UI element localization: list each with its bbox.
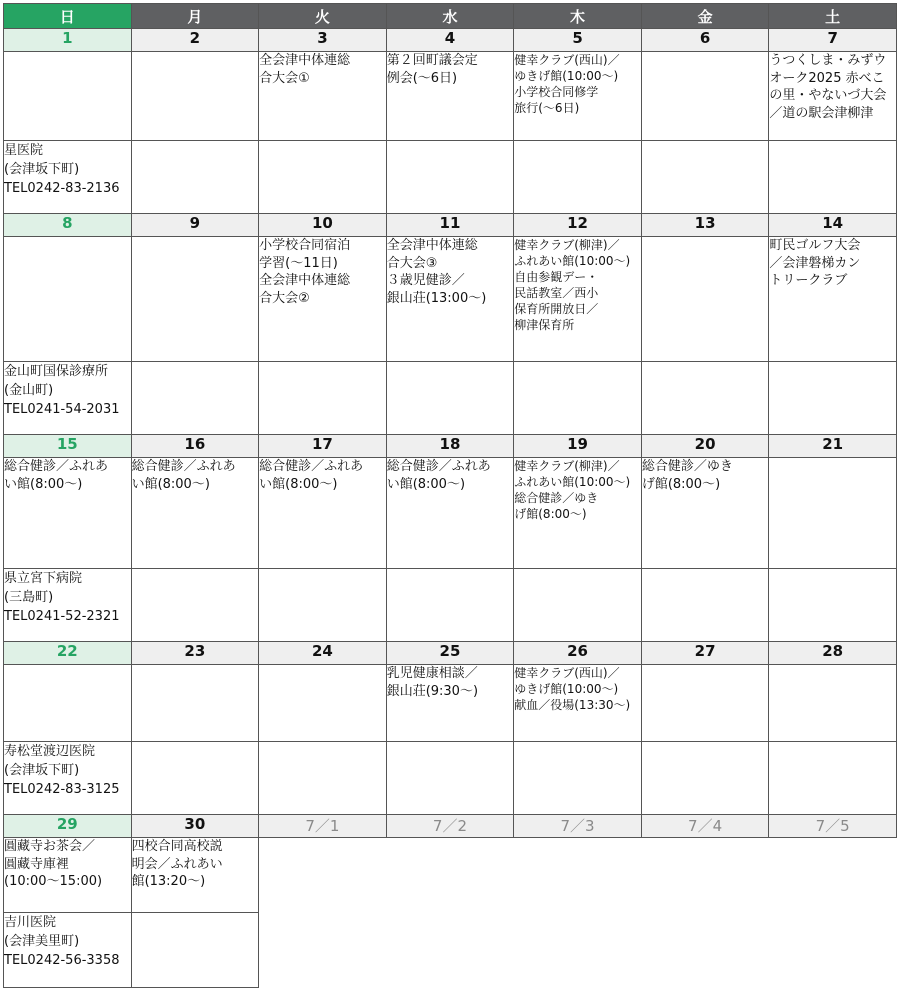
event-text: 合大会① [259,70,310,86]
event-cell [259,52,387,141]
event-text: 四校合同高校説 [131,839,223,854]
event-cell [386,237,514,362]
event-cell [259,838,387,913]
event-text: 例会(～6日) [386,70,458,86]
duty-doctor-row [4,569,897,642]
empty-cell [514,569,642,642]
events-row [4,665,897,742]
event-cell [131,838,259,913]
duty-doctor-cell [4,913,132,988]
empty-cell [259,569,387,642]
events-row [4,237,897,362]
date-cell: 22 [4,642,132,665]
doctor-name: 寿松堂渡辺医院 [4,744,96,759]
event-cell [514,237,642,362]
empty-cell [131,913,259,988]
duty-doctor-row [4,742,897,815]
event-text: 圓藏寺お茶会／ [4,839,96,854]
event-cell [259,665,387,742]
event-cell [4,665,132,742]
doctor-phone: TEL0242-83-2136 [4,181,120,196]
date-cell: 18 [386,435,514,458]
doctor-phone: TEL0242-83-3125 [4,782,120,797]
weekday-fri: 金 [641,4,769,29]
event-text: うつくしま・みずウ [769,53,887,68]
date-cell: 23 [131,642,259,665]
event-text: ／会津磐梯カン [769,255,861,271]
event-cell [769,665,897,742]
event-cell [259,458,387,569]
event-text: 明会／ふれあい [131,856,223,872]
event-text: 小学校合同修学 [514,85,599,99]
event-text: 献血／役場(13:30～) [514,698,631,712]
empty-cell [769,141,897,214]
doctor-location: (金山町) [4,383,54,398]
event-cell [131,237,259,362]
weekday-tue: 火 [259,4,387,29]
event-text: 銀山荘(9:30～) [386,683,479,699]
date-cell: 7／1 [259,815,387,838]
event-text: 総合健診／ゆき [641,459,733,474]
event-cell [386,52,514,141]
event-text: 乳児健康相談／ [386,666,478,681]
date-row [4,815,897,838]
empty-cell [641,569,769,642]
empty-cell [386,362,514,435]
duty-doctor-cell [4,141,132,214]
event-text: 総合健診／ふれあ [131,459,236,474]
date-cell: 13 [641,214,769,237]
blank-area [259,913,897,988]
event-cell [386,838,514,913]
event-cell [131,52,259,141]
weekday-wed: 水 [386,4,514,29]
event-text: 健幸クラブ(柳津)／ [514,238,620,252]
events-row [4,458,897,569]
event-text: 全会津中体連総 [259,273,351,288]
event-cell [514,458,642,569]
event-cell [4,458,132,569]
event-cell [769,237,897,362]
event-text: の里・やないづ大会 [769,88,887,103]
date-cell: 11 [386,214,514,237]
event-text: 民話教室／西小 [514,286,599,300]
weekday-sat: 土 [769,4,897,29]
empty-cell [769,569,897,642]
doctor-name: 金山町国保診療所 [4,364,109,379]
empty-cell [259,742,387,815]
event-text: 館(13:20～) [131,874,206,889]
date-cell: 19 [514,435,642,458]
date-cell: 26 [514,642,642,665]
event-text: 総合健診／ふれあ [386,459,491,474]
date-cell: 7／3 [514,815,642,838]
event-text: ゆきげ館(10:00～) [514,69,619,83]
empty-cell [641,141,769,214]
event-text: 町民ゴルフ大会 [769,238,861,253]
event-text: い館(8:00～) [4,476,83,492]
event-text: い館(8:00～) [259,476,338,492]
empty-cell [131,362,259,435]
event-cell [386,665,514,742]
date-cell: 5 [514,29,642,52]
event-text: い館(8:00～) [386,476,466,492]
date-cell: 4 [386,29,514,52]
event-text: 健幸クラブ(西山)／ [514,53,620,67]
empty-cell [131,742,259,815]
date-cell: 28 [769,642,897,665]
events-row [4,838,897,913]
event-text: げ館(8:00～) [514,507,587,521]
empty-cell [386,141,514,214]
event-cell [641,838,769,913]
empty-cell [131,141,259,214]
date-cell: 7／2 [386,815,514,838]
empty-cell [514,362,642,435]
date-cell: 16 [131,435,259,458]
event-text: 合大会② [259,290,310,306]
event-cell [769,458,897,569]
date-cell: 3 [259,29,387,52]
event-cell [4,52,132,141]
event-text: 保育所開放日／ [514,302,599,316]
doctor-phone: TEL0241-54-2031 [4,402,120,417]
date-cell: 10 [259,214,387,237]
event-text: 小学校合同宿泊 [259,238,351,253]
event-cell [641,52,769,141]
event-cell [259,237,387,362]
duty-doctor-cell [4,742,132,815]
event-cell [514,838,642,913]
event-text: ふれあい館(10:00～) [514,475,631,489]
date-cell: 25 [386,642,514,665]
event-text: オーク2025 赤べこ [769,70,885,86]
date-cell: 15 [4,435,132,458]
weekday-sun: 日 [4,4,132,29]
event-text: い館(8:00～) [131,476,210,492]
doctor-location: (会津坂下町) [4,763,80,778]
empty-cell [514,141,642,214]
empty-cell [259,141,387,214]
event-text: 合大会③ [386,255,438,271]
doctor-name: 星医院 [4,143,44,158]
events-row [4,52,897,141]
empty-cell [769,742,897,815]
date-cell: 20 [641,435,769,458]
date-cell: 7 [769,29,897,52]
event-cell [386,458,514,569]
doctor-location: (会津坂下町) [4,162,80,177]
date-cell: 21 [769,435,897,458]
event-text: ゆきげ館(10:00～) [514,682,619,696]
event-cell [4,838,132,913]
event-text: 総合健診／ふれあ [259,459,364,474]
event-text: 学習(～11日) [259,255,338,271]
empty-cell [131,569,259,642]
calendar-table [3,3,897,988]
event-text: 第２回町議会定 [386,53,478,68]
event-text: 圓藏寺庫裡 [4,856,70,872]
date-row [4,435,897,458]
duty-doctor-cell [4,362,132,435]
empty-cell [386,742,514,815]
event-text: 健幸クラブ(柳津)／ [514,459,620,473]
event-text: (10:00～15:00) [4,874,103,889]
date-cell: 14 [769,214,897,237]
duty-doctor-row [4,141,897,214]
doctor-name: 吉川医院 [4,915,57,930]
event-text: ふれあい館(10:00～) [514,254,631,268]
weekday-thu: 木 [514,4,642,29]
event-cell [641,665,769,742]
event-text: 全会津中体連総 [259,53,351,68]
date-cell: 7／5 [769,815,897,838]
event-cell [641,458,769,569]
event-cell [131,665,259,742]
empty-cell [769,362,897,435]
date-cell: 12 [514,214,642,237]
date-cell: 30 [131,815,259,838]
date-cell: 27 [641,642,769,665]
weekday-mon: 月 [131,4,259,29]
date-cell: 24 [259,642,387,665]
event-text: 旅行(～6日) [514,101,580,115]
doctor-phone: TEL0241-52-2321 [4,609,120,624]
date-row [4,642,897,665]
empty-cell [386,569,514,642]
event-text: 全会津中体連総 [386,238,478,253]
event-cell [641,237,769,362]
date-cell: 6 [641,29,769,52]
event-cell [4,237,132,362]
event-text: 健幸クラブ(西山)／ [514,666,620,680]
event-text: トリークラブ [769,273,848,288]
event-cell [514,665,642,742]
event-cell [514,52,642,141]
event-cell [131,458,259,569]
event-text: 総合健診／ふれあ [4,459,109,474]
event-text: ３歳児健診／ [386,273,465,288]
empty-cell [514,742,642,815]
empty-cell [641,742,769,815]
doctor-name: 県立宮下病院 [4,571,83,586]
duty-doctor-row [4,362,897,435]
date-cell: 29 [4,815,132,838]
date-cell: 9 [131,214,259,237]
event-text: 総合健診／ゆき [514,491,599,505]
date-row [4,214,897,237]
event-text: げ館(8:00～) [641,476,721,492]
date-row [4,29,897,52]
event-cell [769,838,897,913]
empty-cell [259,362,387,435]
duty-doctor-row [4,913,897,988]
weekday-header-row [4,4,897,29]
doctor-location: (三島町) [4,590,54,605]
event-cell [769,52,897,141]
date-cell: 1 [4,29,132,52]
empty-cell [641,362,769,435]
doctor-phone: TEL0242-56-3358 [4,953,120,968]
event-text: ／道の駅会津柳津 [769,105,874,121]
date-cell: 7／4 [641,815,769,838]
date-cell: 17 [259,435,387,458]
duty-doctor-cell [4,569,132,642]
date-cell: 2 [131,29,259,52]
doctor-location: (会津美里町) [4,934,80,949]
event-text: 柳津保育所 [514,318,575,332]
event-text: 自由参観デー・ [514,270,599,284]
date-cell: 8 [4,214,132,237]
event-text: 銀山荘(13:00～) [386,290,487,306]
